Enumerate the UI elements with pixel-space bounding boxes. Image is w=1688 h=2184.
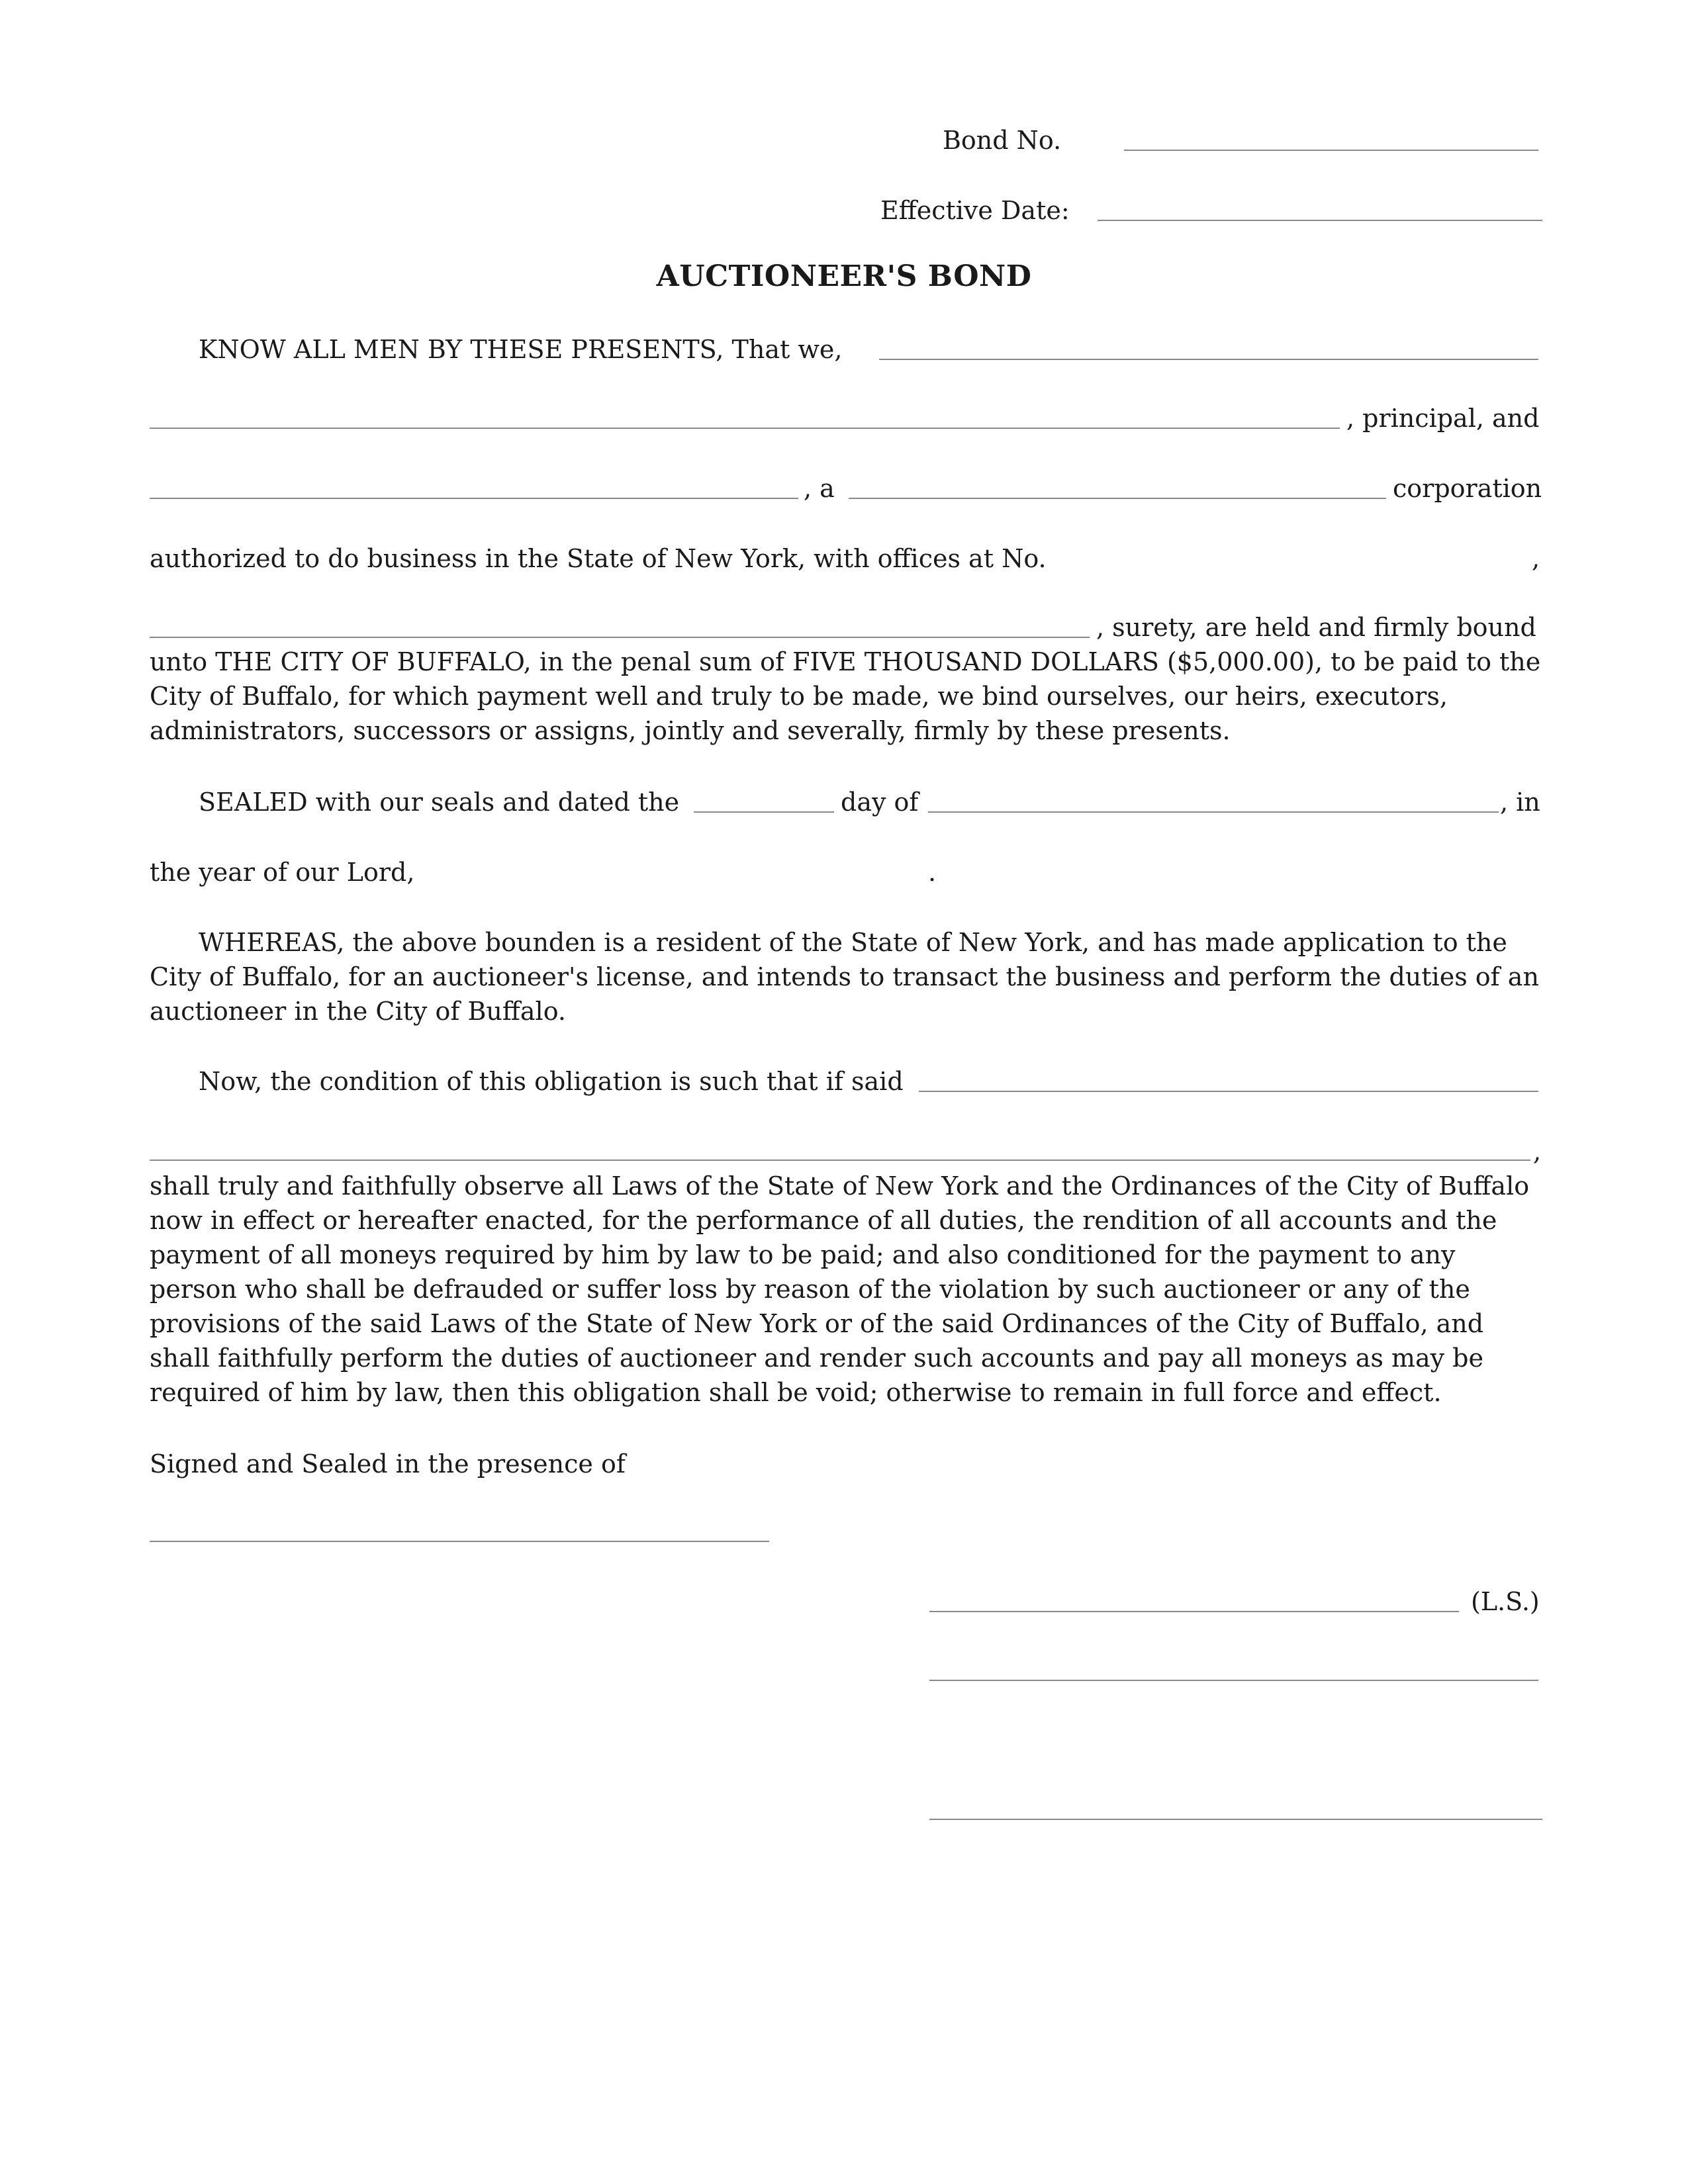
presence-text: Signed and Sealed in the presence of: [150, 1449, 626, 1479]
bond-no-field[interactable]: [1124, 150, 1538, 151]
effective-date-field[interactable]: [1098, 220, 1542, 221]
penal-sum-paragraph: unto THE CITY OF BUFFALO, in the penal sum of FIVE THOUSAND DOLLARS ($5,000.00), to be paid to the City of Buffalo, for which payment well and truly to be made, we bind ourselves, our heirs, executors, administrators, successors or assigns, jointly and severally, firmly by these presents.: [150, 647, 1541, 745]
witness-signature-field[interactable]: [150, 1541, 769, 1542]
signature-line-2[interactable]: [929, 1680, 1538, 1681]
month-field[interactable]: [928, 811, 1499, 813]
principal-suffix: , principal, and: [1346, 404, 1540, 433]
effective-date-label: Effective Date:: [880, 196, 1070, 225]
ls-label: (L.S.): [1471, 1587, 1540, 1616]
surety-address-field[interactable]: [150, 637, 1090, 638]
a-text: , a: [804, 474, 835, 503]
day-of-text: day of: [841, 788, 919, 817]
corporation-text: corporation: [1393, 474, 1542, 503]
year-period: .: [928, 858, 937, 887]
whereas-text: WHEREAS, the above bounden is a resident of the State of New York, and has made application to the City of Buffalo, for an auctioneer's license, and intends to transact the business and perform the duties of an auctioneer in the City of Buffalo.: [150, 928, 1539, 1026]
preamble-line1: KNOW ALL MEN BY THESE PRESENTS, That we,: [199, 335, 843, 364]
condition-comma: ,: [1533, 1137, 1542, 1166]
condition-name-field-1[interactable]: [919, 1091, 1538, 1092]
year-text: the year of our Lord,: [150, 858, 415, 887]
surety-name-field[interactable]: [150, 498, 798, 499]
sealed-prefix: SEALED with our seals and dated the: [199, 788, 680, 817]
signature-line-3[interactable]: [929, 1819, 1542, 1820]
surety-suffix: , surety, are held and firmly bound: [1096, 613, 1536, 642]
principal-name-field-2[interactable]: [150, 428, 1340, 429]
condition-prefix: Now, the condition of this obligation is such that if said: [199, 1067, 904, 1096]
state-of-incorporation-field[interactable]: [849, 498, 1386, 499]
bond-no-label: Bond No.: [943, 126, 1062, 155]
day-field[interactable]: [694, 811, 834, 813]
whereas-paragraph: [150, 925, 1545, 1028]
principal-name-field-1[interactable]: [879, 359, 1538, 360]
document-title: AUCTIONEER'S BOND: [656, 259, 1032, 293]
condition-paragraph: shall truly and faithfully observe all Laws of the State of New York and the Ordinances of the City of Buffalo now in effect or hereafter enacted, for the performance of all duties, the rendition of all accounts and the payment of all moneys required by him by law to be paid; and also conditioned for the payment to any person who shall be defrauded or suffer loss by reason of the violation by such auctioneer or any of the provisions of the said Laws of the State of New York or of the said Ordinances of the City of Buffalo, and shall faithfully perform the duties of auctioneer and render such accounts and pay all moneys as may be required of him by law, then this obligation shall be void; otherwise to remain in full force and effect.: [150, 1171, 1530, 1407]
principal-signature-field[interactable]: [929, 1611, 1459, 1612]
authorized-text: authorized to do business in the State of New York, with offices at No.: [150, 544, 1047, 573]
condition-name-field-2[interactable]: [150, 1160, 1530, 1161]
offices-comma: ,: [1532, 544, 1540, 573]
in-text: , in: [1500, 788, 1540, 817]
